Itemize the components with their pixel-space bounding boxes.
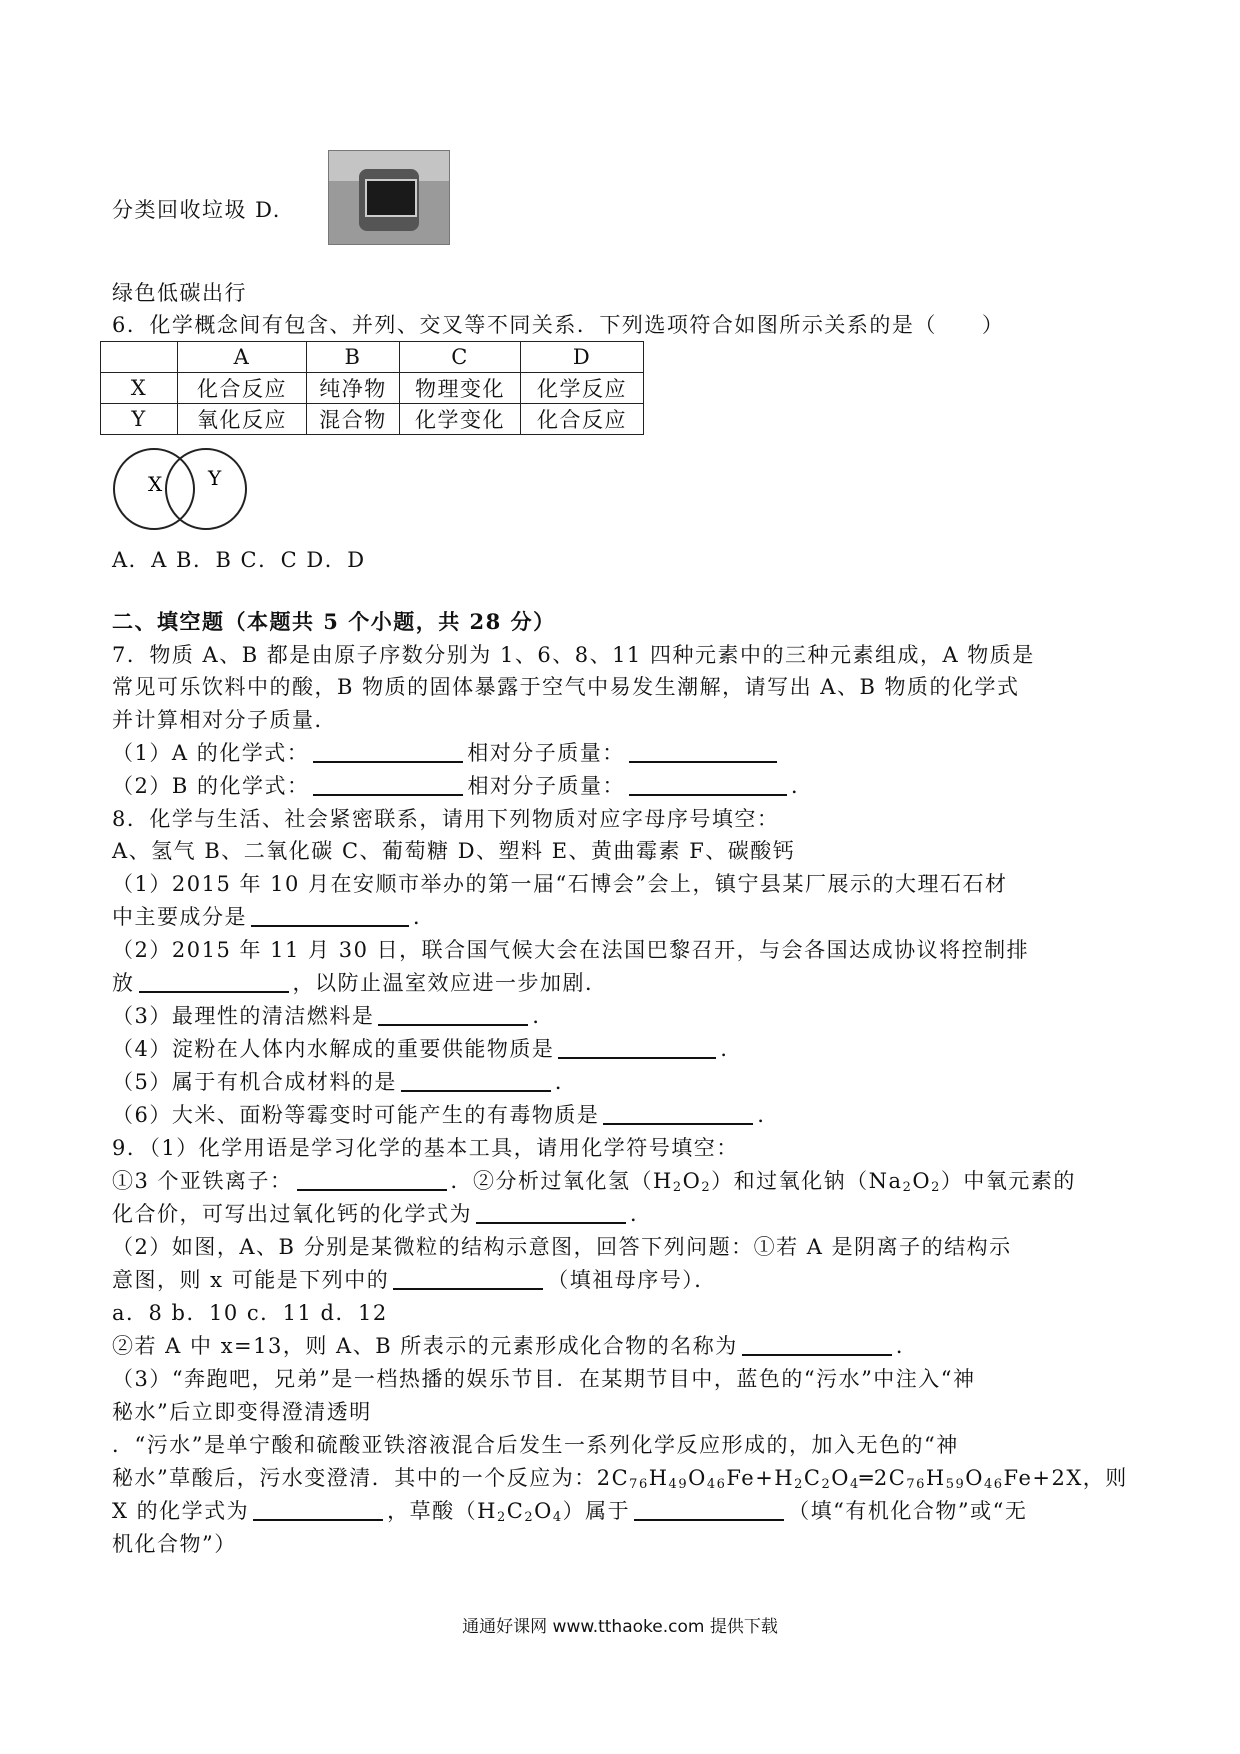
answer-blank[interactable] — [742, 1332, 892, 1356]
question-8-6: （6）大米、面粉等霉变时可能产生的有毒物质是 ． — [112, 1103, 780, 1127]
question-9-2: （2）如图，A、B 分别是某微粒的结构示意图，回答下列问题：①若 A 是阴离子的结构示 — [112, 1235, 1012, 1259]
question-8-5: （5）属于有机合成材料的是 ． — [112, 1070, 578, 1094]
question-9-1: 化合价，可写出过氧化钙的化学式为 ． — [112, 1202, 653, 1226]
option-d-text: 绿色低碳出行 — [112, 281, 247, 305]
question-6: 6．化学概念间有包含、并列、交叉等不同关系．下列选项符合如图所示关系的是（ ） — [112, 313, 1005, 337]
answer-blank[interactable] — [629, 739, 777, 763]
options-table — [100, 341, 644, 435]
question-7-line: 常见可乐饮料中的酸，B 物质的固体暴露于空气中易发生潮解，请写出 A、B 物质的化学式 — [112, 675, 1020, 699]
question-8-options: A、氢气 B、二氧化碳 C、葡萄糖 D、塑料 E、黄曲霉素 F、碳酸钙 — [112, 839, 796, 863]
page-footer: 通通好课网 www.tthaoke.com 提供下载 — [462, 1617, 778, 1637]
answer-blank[interactable] — [297, 1167, 447, 1191]
question-8-4: （4）淀粉在人体内水解成的重要供能物质是 ． — [112, 1037, 743, 1061]
green-travel-bus-image — [328, 150, 450, 245]
question-9-2: ②若 A 中 x=13，则 A、B 所表示的元素形成化合物的名称为 ． — [112, 1334, 919, 1358]
answer-blank[interactable] — [401, 1068, 551, 1092]
answer-blank[interactable] — [393, 1266, 543, 1290]
question-9-2: 意图，则 x 可能是下列中的 （填祖母序号）． — [112, 1268, 717, 1292]
question-7-line: 并计算相对分子质量． — [112, 708, 337, 732]
option-c-text: 分类回收垃圾 D. — [112, 198, 281, 222]
answer-blank[interactable] — [251, 903, 409, 927]
answer-blank[interactable] — [629, 772, 787, 796]
text-line — [112, 195, 281, 225]
question-7-line: 7．物质 A、B 都是由原子序数分别为 1、6、8、11 四种元素中的三种元素组成，A 物质是 — [112, 643, 1035, 667]
question-9-3: （3）“奔跑吧，兄弟”是一档热播的娱乐节目．在某期节目中，蓝色的“污水”中注入“神 — [112, 1367, 976, 1391]
question-9-line: 9．（1）化学用语是学习化学的基本工具，请用化学符号填空： — [112, 1136, 739, 1160]
table-row: Y 氧化反应 混合物 化学变化 化合反应 — [101, 404, 644, 435]
answer-blank[interactable] — [139, 969, 289, 993]
answer-blank[interactable] — [476, 1200, 626, 1224]
question-9-3: X 的化学式为 ，草酸$(H_2C_2O_4)$属于 （填“有机化合物”或“无 — [112, 1499, 1028, 1525]
venn-circle-y — [166, 449, 246, 529]
question-9-3-equation: 秘水”草酸后，污水变澄清．其中的一个反应为：$2C_{76}H_{49}O_{46}Fe+H_2C_2O_4═2C_{76}H_{59}O_{46}Fe+2X$，则 — [112, 1466, 1128, 1492]
answer-blank[interactable] — [313, 772, 463, 796]
venn-label-y: Y — [208, 466, 222, 490]
section-title: 二、填空题（本题共 5 个小题，共 28 分） — [112, 609, 556, 634]
question-8-line: 8．化学与生活、社会紧密联系，请用下列物质对应字母序号填空： — [112, 807, 780, 831]
venn-diagram — [108, 445, 258, 535]
table-row: X 化合反应 纯净物 物理变化 化学反应 — [101, 373, 644, 404]
question-6-answers: A．A B．B C．C D．D — [112, 548, 366, 572]
venn-label-x: X — [148, 472, 163, 496]
answer-blank[interactable] — [558, 1035, 716, 1059]
question-8-2: （2）2015 年 11 月 30 日，联合国气候大会在法国巴黎召开，与会各国达成协议将控制排 — [112, 938, 1030, 962]
question-7-1: （1）A 的化学式： 相对分子质量： — [112, 738, 781, 768]
question-9-1: ①3 个亚铁离子： ．②分析过氧化氢$(H_2O_2)$和过氧化钠$(Na_2O_2)$中氧元素的 — [112, 1169, 1076, 1195]
question-8-3: （3）最理性的清洁燃料是 ． — [112, 1004, 555, 1028]
table-header-row: A B C D — [101, 342, 644, 373]
question-9-3: 秘水”后立即变得澄清透明 — [112, 1400, 372, 1424]
question-8-1: 中主要成分是 ． — [112, 905, 436, 929]
question-7-2: （2）B 的化学式： 相对分子质量： ． — [112, 774, 814, 798]
answer-blank[interactable] — [313, 739, 463, 763]
question-8-1: （1）2015 年 10 月在安顺市举办的第一届“石博会”会上，镇宁县某厂展示的大理石石材 — [112, 872, 1008, 896]
answer-blank[interactable] — [378, 1002, 528, 1026]
question-8-2: 放 ，以防止温室效应进一步加剧． — [112, 971, 608, 995]
question-9-3: 机化合物”） — [112, 1532, 237, 1556]
question-9-3: ．“污水”是单宁酸和硫酸亚铁溶液混合后发生一系列化学反应形成的，加入无色的“神 — [112, 1433, 959, 1457]
answer-blank[interactable] — [603, 1101, 753, 1125]
question-9-choices: a．8 b．10 c．11 d．12 — [112, 1301, 388, 1325]
answer-blank[interactable] — [253, 1497, 383, 1521]
answer-blank[interactable] — [634, 1497, 784, 1521]
